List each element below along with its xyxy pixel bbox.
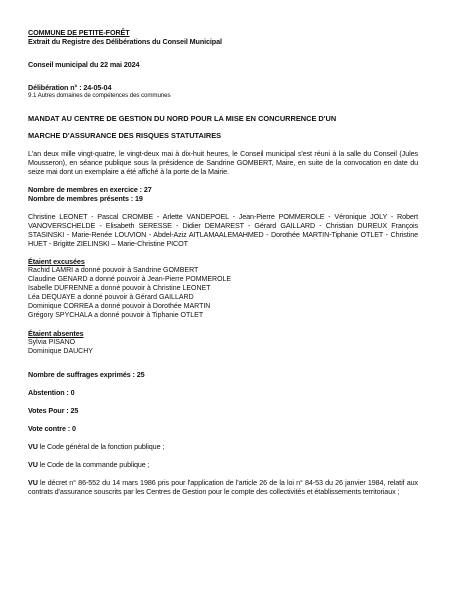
absent-section [28,329,418,356]
excused-item: Claudine GENARD a donné pouvoir à Jean-Pierre POMMEROLE [28,275,232,283]
commune-name: COMMUNE DE PETITE-FORÊT [28,28,130,37]
votes-against: Vote contre : 0 [28,423,76,433]
excused-item: Rachid LAMRI a donné pouvoir à Sandrine GOMBERT [28,266,199,274]
excused-section [28,257,418,320]
excused-item: Léa DEQUAYE a donné pouvoir à Gérard GAILLARD [28,293,194,301]
votes-for: Votes Pour : 25 [28,405,79,415]
members-present: Nombre de membres présents : 19 [28,193,143,203]
visa-text: le décret n° 86-552 du 14 mars 1986 pris pour l'application de l'article 26 de la loi n° 84-53 du 26 janvier 1984, relatif aux contrats d'assurance souscrits par les Centres de Gestion pour le compte des collectivités et établissements territoriaux ; [28,477,418,496]
absent-item: Dominique DAUCHY [28,347,93,355]
votes-expressed: Nombre de suffrages exprimés : 25 [28,369,145,379]
deliberation-subject [28,114,418,140]
visa-label: VU [28,477,38,487]
deliberation-category: 9.1 Autres domaines de compétences des communes [28,92,171,99]
visa-text: le Code général de la fonction publique ; [39,441,165,451]
absent-heading: Étaient absentes [28,328,84,338]
excused-item: Isabelle DUFRENNE a donné pouvoir à Christine LEONET [28,284,211,292]
meeting-title: Conseil municipal du 22 mai 2024 [28,60,140,69]
members-in-office: Nombre de membres en exercice : 27 [28,184,152,194]
visa-line [28,442,418,451]
visa-label: VU [28,441,38,451]
visa-line [28,460,418,469]
excused-item: Dominique CORREA a donné pouvoir à Dorothée MARTIN [28,302,211,310]
visa-line [28,478,418,496]
deliberation-number: Délibération n° : 24-05-04 [28,83,112,92]
subject-line-1: MANDAT AU CENTRE DE GESTION DU NORD POUR LA MISE EN CONCURRENCE D'UN [28,114,337,123]
excused-heading: Étaient excusées [28,256,85,266]
votes-abstention: Abstention : 0 [28,387,75,397]
document-body [28,28,418,496]
present-members-list: Christine LEONET - Pascal CROMBE - Arlette VANDEPOEL - Jean-Pierre POMMEROLE - Véronique JOLY - Robert VANOVERSCHELDE - Elisabeth SERESSE - Didier DEMAREST - Gérard GAILLARD - Christian DUREUX François STASINSKI - Marie-Renée LOUVION - Abdel-Aziz AITLAMAALEMAHMED - Dorothée MARTIN-Tiphanie OTLET - Christine HUET - Brigitte ZIELINSKI – Marie-Christine PICOT [28,211,418,248]
excused-item: Grégory SPYCHALA a donné pouvoir à Tiphanie OTLET [28,311,204,319]
absent-item: Sylvia PISANO [28,338,76,346]
register-extract: Extrait du Registre des Délibérations du Conseil Municipal [28,37,222,46]
visa-label: VU [28,459,38,469]
subject-line-2: MARCHE D'ASSURANCE DES RISQUES STATUTAIRES [28,130,222,140]
intro-paragraph: L'an deux mille vingt-quatre, le vingt-deux mai à dix-huit heures, le Conseil municipal s'est réuni à la salle du Conseil (Jules Mousseron), en séance publique sous la présidence de Sandrine GOMBERT, Maire, en suite de la convocation en date du seize mai dont un exemplaire a été affiché à la porte de la Mairie. [28,148,418,176]
visa-text: le Code de la commande publique ; [39,459,150,469]
